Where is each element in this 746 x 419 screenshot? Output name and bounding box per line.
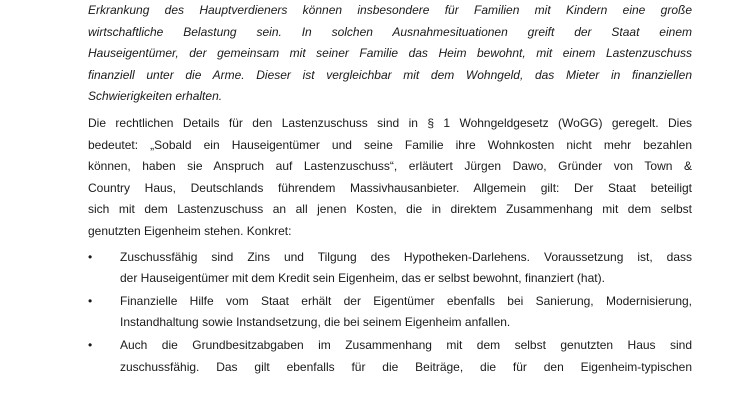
list-item-line: zuschussfähig. Das gilt ebenfalls für die Beiträge, die für den Eigenheim-typischen	[120, 359, 692, 374]
body-line: sich mit dem Lastenzuschuss an all jenen Kosten, die in direktem Zusammenhang mit dem selbst	[88, 202, 692, 217]
italic-paragraph	[88, 0, 692, 108]
body-paragraph	[88, 113, 692, 243]
list-item	[88, 291, 692, 334]
body-line: Die rechtlichen Details für den Lastenzuschuss sind in § 1 Wohngeldgesetz (WoGG) geregelt. Dies	[88, 115, 692, 130]
list-item	[88, 247, 692, 290]
bullet-icon: •	[88, 249, 93, 264]
body-line: können, haben sie Anspruch auf Lastenzuschuss“, erläutert Jürgen Dawo, Gründer von Town &	[88, 159, 692, 174]
italic-line: Hauseigentümer, der gemeinsam mit seiner Familie das Heim bewohnt, mit einem Lastenzuschuss	[88, 46, 692, 61]
bullet-list	[88, 247, 692, 379]
italic-line: Erkrankung des Hauptverdieners können insbesondere für Familien mit Kindern eine große	[88, 3, 692, 17]
bullet-icon: •	[88, 293, 93, 308]
list-item-line: Finanzielle Hilfe vom Staat erhält der Eigentümer ebenfalls bei Sanierung, Modernisierung,	[120, 293, 692, 308]
document-page	[88, 0, 692, 379]
list-item-line: Auch die Grundbesitzabgaben im Zusammenhang mit dem selbst genutzten Haus sind	[120, 337, 692, 352]
bullet-icon: •	[88, 337, 93, 352]
list-item-line: der Hauseigentümer mit dem Kredit sein Eigenheim, das er selbst bewohnt, finanziert (hat).	[120, 271, 605, 286]
body-line: Country Haus, Deutschlands führendem Massivhausanbieter. Allgemein gilt: Der Staat beteiligt	[88, 180, 692, 195]
body-line: genutzten Eigenheim stehen. Konkret:	[88, 223, 292, 238]
italic-line: Schwierigkeiten erhalten.	[88, 89, 223, 104]
list-item-line: Instandhaltung sowie Instandsetzung, die bei seinem Eigenheim anfallen.	[120, 315, 511, 330]
italic-line: wirtschaftliche Belastung sein. In solchen Ausnahmesituationen greift der Staat einem	[88, 24, 692, 39]
body-line: bedeutet: „Sobald ein Hauseigentümer und seine Familie ihre Wohnkosten nicht mehr bezahlen	[88, 137, 692, 152]
list-item	[88, 335, 692, 378]
list-item-line: Zuschussfähig sind Zins und Tilgung des Hypotheken-Darlehens. Voraussetzung ist, dass	[120, 249, 692, 264]
italic-line: finanziell unter die Arme. Dieser ist vergleichbar mit dem Wohngeld, das Mieter in finanziellen	[88, 67, 692, 82]
